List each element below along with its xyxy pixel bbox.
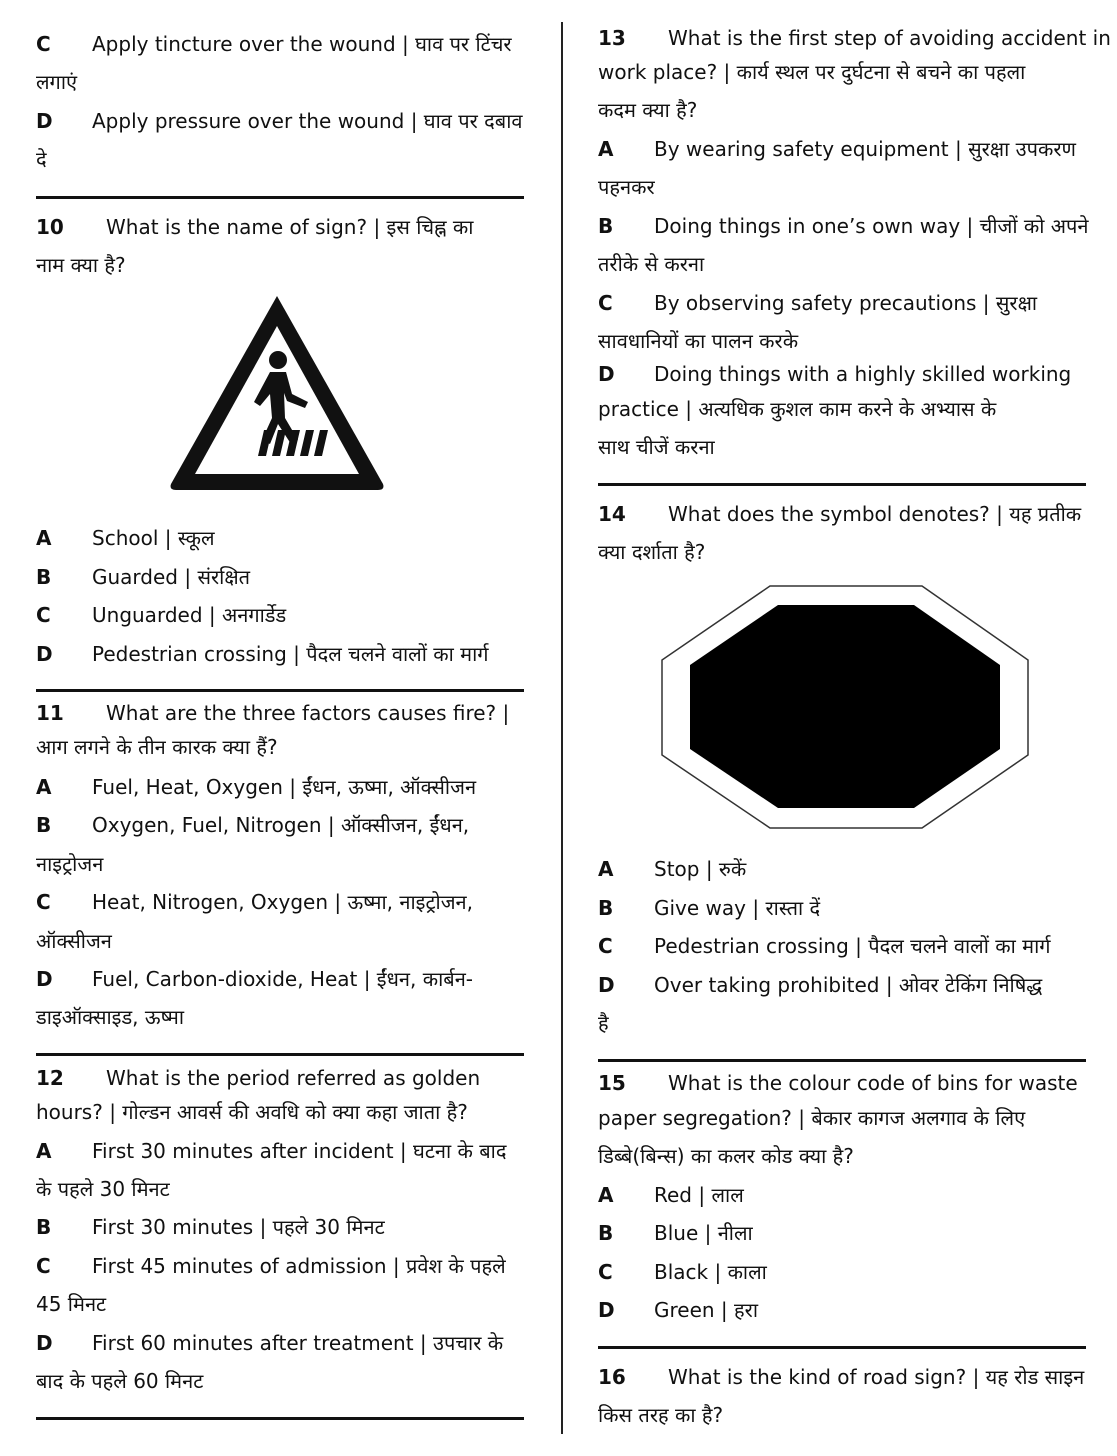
question-15-text: 15 What is the colour code of bins for waste: [598, 1071, 1078, 1095]
option-d-cont: डाइऑक्साइड, ऊष्मा: [36, 1005, 185, 1029]
question-14-cont: क्या दर्शाता है?: [598, 540, 706, 564]
option-c[interactable]: C By observing safety precautions | सुरक्षा: [598, 291, 1038, 315]
question-12-text: 12 What is the period referred as golden: [36, 1066, 481, 1090]
option-d[interactable]: D Green | हरा: [598, 1298, 758, 1322]
option-c-cont: ऑक्सीजन: [36, 929, 112, 953]
question-16-cont: किस तरह का है?: [598, 1403, 724, 1427]
option-a-cont: के पहले 30 मिनट: [36, 1177, 170, 1201]
option-b[interactable]: B Oxygen, Fuel, Nitrogen | ऑक्सीजन, ईंधन,: [36, 813, 470, 837]
option-d[interactable]: D Doing things with a highly skilled working: [598, 362, 1072, 386]
question-11-text: 11 What are the three factors causes fire? |: [36, 701, 510, 725]
separator: [598, 483, 1086, 486]
question-10-text: 10 What is the name of sign? | इस चिह्न का: [36, 215, 474, 239]
question-15-cont: डिब्बे(बिन्स) का कलर कोड क्या है?: [598, 1144, 854, 1168]
option-c[interactable]: C Unguarded | अनगार्डेड: [36, 603, 287, 627]
question-12-cont: hours? | गोल्डन आवर्स की अवधि को क्या कहा जाता है?: [36, 1100, 468, 1124]
option-a[interactable]: A Stop | रुकें: [598, 857, 747, 881]
option-d-cont: है: [598, 1011, 609, 1035]
separator: [598, 1059, 1086, 1062]
question-13-cont: कदम क्या है?: [598, 98, 698, 122]
question-15-cont: paper segregation? | बेकार कागज अलगाव के लिए: [598, 1106, 1026, 1130]
option-c[interactable]: C Black | काला: [598, 1260, 767, 1284]
option-a[interactable]: A By wearing safety equipment | सुरक्षा उपकरण: [598, 137, 1076, 161]
separator: [36, 196, 524, 199]
option-c[interactable]: C First 45 minutes of admission | प्रवेश के पहले: [36, 1254, 506, 1278]
option-b[interactable]: B Give way | रास्ता दें: [598, 896, 821, 920]
question-14-text: 14 What does the symbol denotes? | यह प्रतीक: [598, 502, 1082, 526]
option-a[interactable]: A First 30 minutes after incident | घटना के बाद: [36, 1139, 507, 1163]
option-b-cont: तरीके से करना: [598, 252, 705, 276]
option-c-cont: सावधानियों का पालन करके: [598, 329, 799, 353]
octagon-sign-image: [660, 585, 1030, 829]
question-13-text: 13 What is the first step of avoiding accident in: [598, 26, 1111, 50]
option-a-cont: पहनकर: [598, 175, 655, 199]
option-d[interactable]: D Fuel, Carbon-dioxide, Heat | ईंधन, कार्बन-: [36, 967, 474, 991]
option-a[interactable]: A Fuel, Heat, Oxygen | ईंधन, ऊष्मा, ऑक्सीजन: [36, 775, 477, 799]
option-d-cont: practice | अत्यधिक कुशल काम करने के अभ्यास के: [598, 397, 997, 421]
option-c[interactable]: C Heat, Nitrogen, Oxygen | ऊष्मा, नाइट्रोजन,: [36, 890, 474, 914]
separator: [598, 1346, 1086, 1349]
option-b-cont: नाइट्रोजन: [36, 852, 104, 876]
option-d-cont: दे: [36, 147, 47, 171]
option-c-cont: लगाएं: [36, 70, 78, 94]
question-10-cont: नाम क्या है?: [36, 253, 126, 277]
option-a[interactable]: A Red | लाल: [598, 1183, 744, 1207]
question-16-text: 16 What is the kind of road sign? | यह रोड साइन: [598, 1365, 1085, 1389]
question-13-cont: work place? | कार्य स्थल पर दुर्घटना से बचने का पहला: [598, 60, 1026, 84]
option-a[interactable]: A School | स्कूल: [36, 526, 215, 550]
option-b[interactable]: B Doing things in one’s own way | चीजों को अपने: [598, 214, 1089, 238]
option-d[interactable]: D Apply pressure over the wound | घाव पर दबाव: [36, 109, 523, 133]
option-b[interactable]: B Blue | नीला: [598, 1221, 753, 1245]
option-d[interactable]: D Over taking prohibited | ओवर टेकिंग निषिद्ध: [598, 973, 1043, 997]
option-b[interactable]: B Guarded | संरक्षित: [36, 565, 251, 589]
option-b[interactable]: B First 30 minutes | पहले 30 मिनट: [36, 1215, 385, 1239]
column-divider: [561, 22, 563, 1434]
option-c-cont: 45 मिनट: [36, 1292, 107, 1316]
option-d[interactable]: D Pedestrian crossing | पैदल चलने वालों का मार्ग: [36, 642, 489, 666]
separator: [36, 1417, 524, 1420]
pedestrian-head: [269, 351, 287, 369]
option-d-cont: साथ चीजें करना: [598, 435, 715, 459]
question-11-cont: आग लगने के तीन कारक क्या हैं?: [36, 735, 278, 759]
option-c[interactable]: C Apply tincture over the wound | घाव पर टिंचर: [36, 32, 512, 56]
pedestrian-crossing-sign-image: [166, 290, 388, 496]
separator: [36, 1053, 524, 1056]
option-d-cont: बाद के पहले 60 मिनट: [36, 1369, 204, 1393]
option-d[interactable]: D First 60 minutes after treatment | उपचार के: [36, 1331, 504, 1355]
option-c[interactable]: C Pedestrian crossing | पैदल चलने वालों का मार्ग: [598, 934, 1051, 958]
separator: [36, 689, 524, 692]
